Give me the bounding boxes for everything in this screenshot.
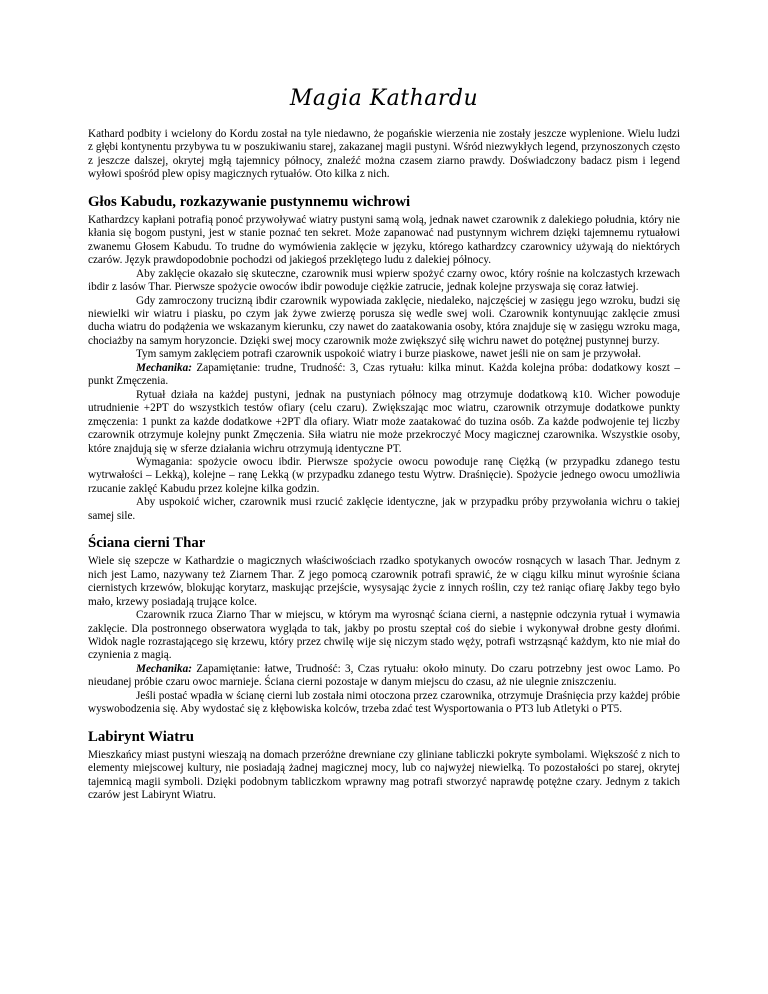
mechanics-label: Mechanika: [136, 662, 192, 675]
thar-paragraph-1: Wiele się szepcze w Kathardzie o magicznych właściwościach rzadko spotykanych owoców rosnących w lasach Thar. Jednym z nich jest Lamo, nazywany też Ziarnem Thar. Z jego pomocą czarownik potrafi sprawić, że w ciągu kilku minut wyrośnie ściana ciernistych krzewów, blokując korytarz, maskując przejście, wysysając życie z innych roślin, czy też raniąc ofiarę Jakby tego było mało, krzewy posiadają trujące kolce. [88, 555, 680, 608]
thar-mechanics-paragraph [88, 663, 680, 690]
labirynt-paragraph-1: Mieszkańcy miast pustyni wieszają na domach przeróżne drewniane czy gliniane tabliczki pokryte symbolami. Większość z nich to elementy miejscowej kultury, nie posiadają żadnej magicznej mocy, lub co najwyżej niewielką. To pozostałości po starej, okrytej tajemnicą magii symboli. Dzięki podobnym tabliczkom wprawny mag potrafi stworzyć naprawdę potężne czary. Jednym z takich czarów jest Labirynt Wiatru. [88, 748, 680, 802]
document-title: Magia Kathardu [289, 86, 479, 111]
mechanics-text: Zapamiętanie: trudne, Trudność: 3, Czas rytuału: kilka minut. Każda kolejna próba: dodatkowy koszt – punkt Zmęczenia. [88, 361, 680, 388]
document-page [88, 86, 680, 802]
kabud-paragraph-4: Tym samym zaklęciem potrafi czarownik uspokoić wiatry i burze piaskowe, nawet jeśli nie on sam je przywołał. [136, 348, 641, 361]
section-heading-kabud: Głos Kabudu, rozkazywanie pustynnemu wichrowi [88, 193, 411, 210]
kabud-paragraph-7: Aby uspokoić wicher, czarownik musi rzucić zaklęcie identyczne, jak w przypadku próby przywołania wichru o takiej samej sile. [88, 496, 680, 522]
intro-paragraph: Kathard podbity i wcielony do Kordu został na tyle niedawno, że pogańskie wierzenia nie zostały jeszcze wyplenione. Wielu ludzi z głębi kontynentu przybywa tu w poszukiwaniu starej, zakazanej magii pustyni. Wśród niezwykłych legend, przynoszonych często z jeszcze dalszej, okrytej mgłą tajemnicy północy, znaleźć można czasem ziarno prawdy. Doświadczony badacz pism i legend wyłowi spośród plew opisy magicznych rytuałów. Oto kilka z nich. [88, 128, 680, 181]
mechanics-text: Zapamiętanie: łatwe, Trudność: 3, Czas rytuału: około minuty. Do czaru potrzebny jest owoc Lamo. Po nieudanej próbie czaru owoc marnieje. Ściana cierni pozostaje w danym miejscu do czasu, aż nie ulegnie zniszczeniu. [88, 662, 680, 689]
kabud-paragraph-6: Wymagania: spożycie owocu ibdir. Pierwsze spożycie owocu powoduje ranę Ciężką (w przypadku zdanego testu wytrwałości – Lekką), kolejne – ranę Lekką (w przypadku zdanego testu Wytrw. Draśnięcie). Spożycie jednego owocu umożliwia rzucanie zaklęć Kabudu przez kolejne kilka godzin. [88, 455, 680, 495]
kabud-mechanics-paragraph [88, 362, 680, 389]
kabud-paragraph-5: Rytuał działa na każdej pustyni, jednak na pustyniach północy mag otrzymuje dodatkową k10. Wicher powoduje utrudnienie +2PT do wszystkich testów ofiary (celu czaru). Zwiększając moc wiatru, czarownik otrzymuje dodatkowe punkty zmęczenia: 1 punkt za każde dodatkowe +2PT dla ofiary. Wiatr może zaatakować do tuzina osób. Za każde podwojenie tej liczby czarownik otrzymuje kolejny punkt Zmęczenia. Siła wiatru nie może przekroczyć Mocy magicznej czarownika. Wszystkie osoby, które znajdują się w sferze działania wichru otrzymują identyczne PT. [88, 388, 680, 455]
kabud-paragraph-2: Aby zaklęcie okazało się skuteczne, czarownik musi wpierw spożyć czarny owoc, który rośnie na kolczastych krzewach ibdir z lasów Thar. Pierwsze spożycie owoców ibdir powoduje ciężkie zatrucie, jednak kolejne przyswaja się coraz łatwiej. [88, 267, 680, 294]
mechanics-label: Mechanika: [136, 361, 192, 374]
section-heading-thar: Ściana cierni Thar [88, 535, 206, 552]
kabud-paragraph-1: Kathardzcy kapłani potrafią ponoć przywoływać wiatry pustyni samą wolą, jednak nawet czarownik z dalekiego południa, który nie kłania się bogom pustyni, jest w stanie poznać ten sekret. Może zapanować nad pustynnym wichrem dzięki tajemnemu rytuałowi zwanemu Głosem Kabudu. To trudne do wymówienia zaklęcie w języku, którego kathardzcy czarownicy używają do niektórych czarów. Język prawdopodobnie pochodzi od jakiegoś przeklętego ludu z dalekiej północy. [88, 213, 680, 267]
thar-paragraph-3: Jeśli postać wpadła w ścianę cierni lub została nimi otoczona przez czarownika, otrzymuje Draśnięcia przy każdej próbie wyswobodzenia się. Aby wydostać się z kłębowiska kolców, trzeba zdać test Wysportowania o PT3 lub Atletyki o PT5. [88, 689, 680, 716]
section-heading-labirynt: Labirynt Wiatru [88, 728, 194, 745]
thar-paragraph-2: Czarownik rzuca Ziarno Thar w miejscu, w którym ma wyrosnąć ściana cierni, a następnie odczynia rytuał i wymawia zaklęcie. Dla postronnego obserwatora wygląda to tak, jakby po prostu szeptał coś do siebie i wykonywał drobne gesty dłońmi. Widok nagle rozrastającego się krzewu, który przez chwilę wije się niczym stado węży, potrafi wstrząsnąć każdym, kto nie miał do czynienia z magią. [88, 609, 680, 662]
kabud-paragraph-3: Gdy zamroczony trucizną ibdir czarownik wypowiada zaklęcie, niedaleko, najczęściej w zasięgu jego wzroku, budzi się niewielki wir wiatru i piasku, po czym jak żywe zwierzę porusza się wedle swej woli. Czarownik kontynuując zaklęcie zmusi ducha wiatru do podążenia we wskazanym kierunku, czy nawet do zaatakowania osoby, która znajduje się w zasięgu wzroku maga, chociażby na samym horyzoncie. Dzięki swej mocy czarownik może zwiększyć siłę wichru nawet do potężnej pustynnej burzy. [88, 294, 680, 347]
